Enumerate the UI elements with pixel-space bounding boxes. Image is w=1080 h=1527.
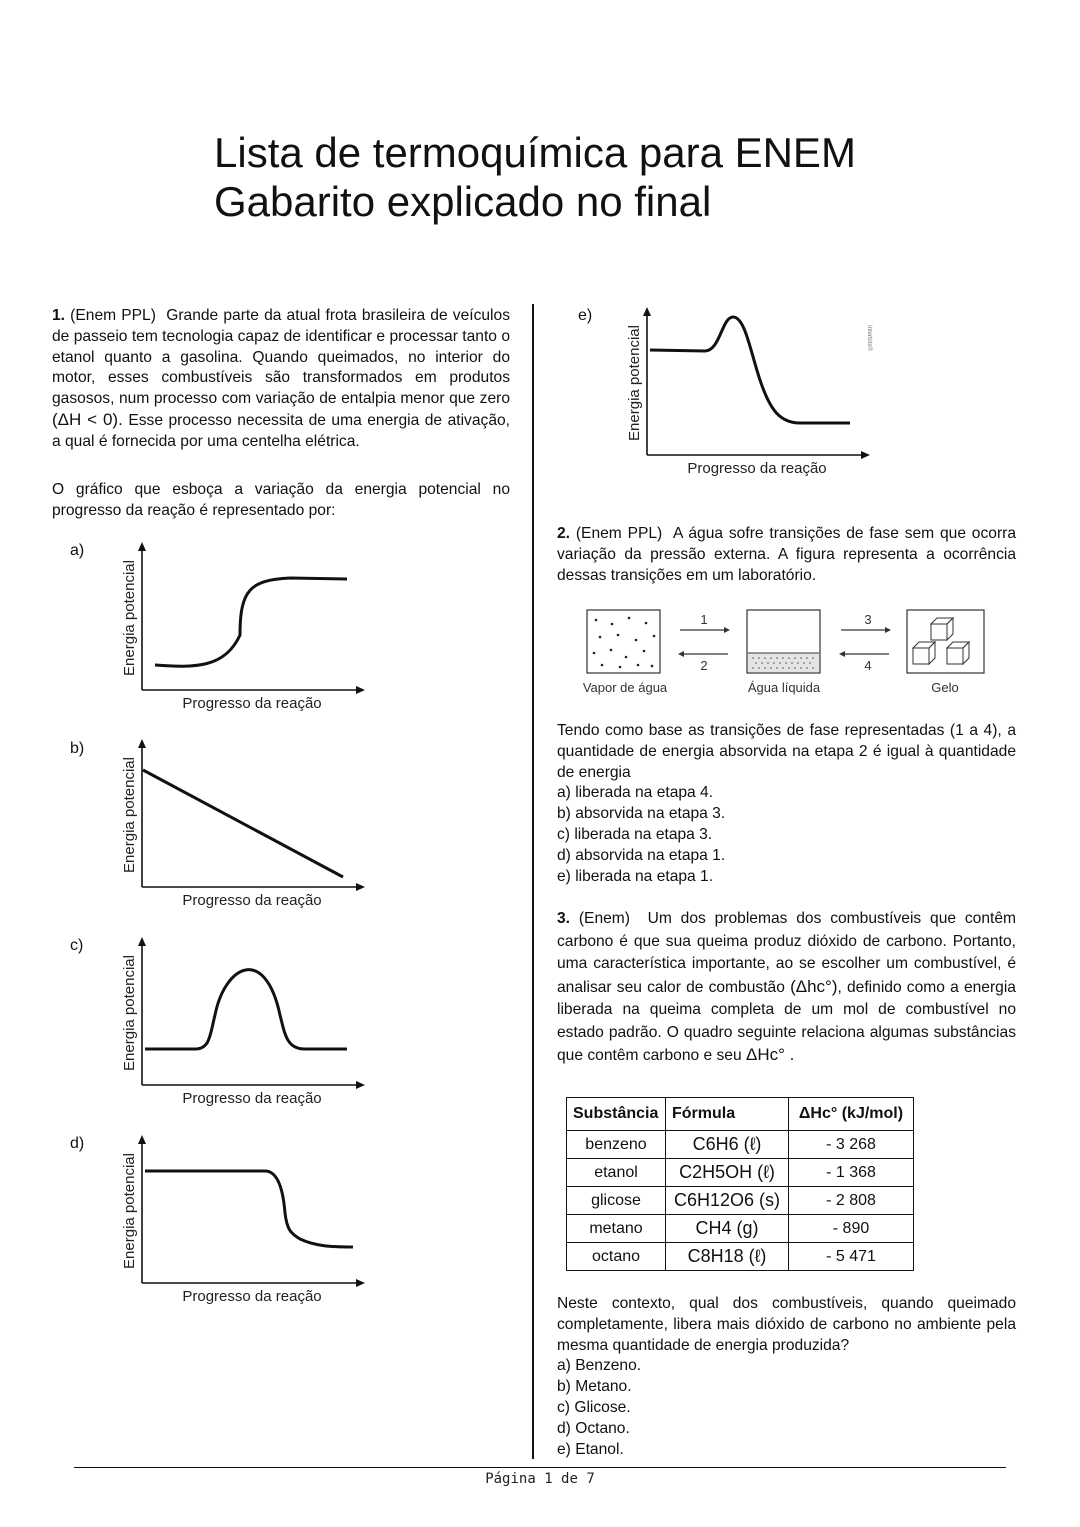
table-row	[567, 1159, 914, 1187]
graph-e-y-label: Energia potencial	[626, 325, 643, 441]
q1-number: 1.	[52, 307, 66, 324]
q1-option-e-label: e)	[578, 307, 593, 324]
q1-source: (Enem PPL)	[70, 307, 156, 324]
graph-option-c	[115, 935, 375, 1115]
watermark-text: Interbits®	[866, 325, 872, 351]
q1-body-end: Esse processo necessita de uma energia de ativação, a qual é fornecida por uma centelha elétrica.	[52, 411, 511, 450]
table-cell-substance: glicose	[567, 1187, 666, 1215]
table-row	[567, 1243, 914, 1271]
table-cell-substance: benzeno	[567, 1131, 666, 1159]
state-liquid-label: Água líquida	[747, 680, 821, 695]
table-header-row	[567, 1098, 914, 1131]
table-cell-substance: metano	[567, 1215, 666, 1243]
q2-option-d[interactable]: d) absorvida na etapa 1.	[557, 846, 726, 864]
table-header-formula: Fórmula	[666, 1098, 789, 1131]
table-cell-formula: CH4 (g)	[666, 1215, 789, 1243]
q3-option-d[interactable]: d) Octano.	[557, 1419, 630, 1437]
arrow-3-label: 3	[864, 612, 872, 627]
title-line-1: Lista de termoquímica para ENEM	[214, 129, 856, 176]
q3-symbol-Hc: ΔHc° .	[746, 1045, 795, 1064]
q2-question-block	[557, 721, 1016, 887]
q3-option-c[interactable]: c) Glicose.	[557, 1398, 631, 1416]
state-vapor-label: Vapor de água	[582, 680, 668, 695]
table-cell-value: - 5 471	[789, 1243, 914, 1271]
q2-body: A água sofre transições de fase sem que ocorra variação da pressão externa. A figura representa a ocorrência dessas transições em um laboratório.	[557, 525, 1016, 584]
table-cell-formula: C8H18 (ℓ)	[666, 1243, 789, 1271]
q1-option-d-label: d)	[70, 1135, 85, 1152]
q3-symbol-hc: (Δhc°)	[790, 976, 838, 996]
q3-question-block	[557, 1294, 1016, 1460]
graph-d-y-label: Energia potencial	[121, 1153, 138, 1269]
q3-body: Um dos problemas dos combustíveis que contêm carbono é que sua queima produz dióxido de carbono. Portanto, uma característica importante, ao se escolher um combustível, é analisar seu calor de combustão	[557, 910, 1016, 996]
table-cell-value: - 2 808	[789, 1187, 914, 1215]
state-ice-label: Gelo	[931, 680, 959, 695]
q2-option-c[interactable]: c) liberada na etapa 3.	[557, 825, 713, 843]
table-cell-formula: C6H6 (ℓ)	[666, 1131, 789, 1159]
q3-option-b[interactable]: b) Metano.	[557, 1378, 632, 1396]
title-line-2: Gabarito explicado no final	[214, 178, 712, 225]
table-cell-substance: octano	[567, 1243, 666, 1271]
q2-number: 2.	[557, 525, 571, 542]
q3-number: 3.	[557, 910, 571, 927]
table-cell-value: - 890	[789, 1215, 914, 1243]
q3-option-e[interactable]: e) Etanol.	[557, 1440, 624, 1458]
q1-option-a-label: a)	[70, 542, 85, 559]
graph-b-y-label: Energia potencial	[121, 757, 138, 873]
q1-statement	[52, 306, 510, 453]
q1-delta-h: (ΔH < 0).	[52, 409, 123, 429]
table-cell-value: - 1 368	[789, 1159, 914, 1187]
footer-rule	[74, 1467, 1006, 1468]
page-title	[214, 128, 856, 226]
graph-option-b	[115, 737, 375, 917]
table-row	[567, 1215, 914, 1243]
page-number: Página 1 de 7	[485, 1471, 595, 1487]
q3-option-a[interactable]: a) Benzeno.	[557, 1357, 642, 1375]
table-cell-formula: C6H12O6 (s)	[666, 1187, 789, 1215]
arrow-1-label: 1	[700, 612, 708, 627]
graph-a-x-label: Progresso da reação	[182, 695, 322, 712]
table-cell-value: - 3 268	[789, 1131, 914, 1159]
graph-option-a	[115, 540, 375, 720]
combustion-table	[566, 1097, 914, 1271]
q2-option-e[interactable]: e) liberada na etapa 1.	[557, 867, 714, 885]
phase-transition-diagram	[578, 603, 998, 699]
q1-option-c-label: c)	[70, 937, 84, 954]
q2-option-a[interactable]: a) liberada na etapa 4.	[557, 784, 714, 802]
graph-d-x-label: Progresso da reação	[182, 1288, 322, 1305]
table-row	[567, 1131, 914, 1159]
q3-question: Neste contexto, qual dos combustíveis, quando queimado completamente, libera mais dióxido de carbono no ambiente pela mesma quantidade de energia produzida?	[557, 1295, 1016, 1354]
q2-option-b[interactable]: b) absorvida na etapa 3.	[557, 805, 726, 823]
q3-source: (Enem)	[578, 910, 630, 927]
table-row	[567, 1187, 914, 1215]
q1-body: Grande parte da atual frota brasileira de veículos de passeio tem tecnologia capaz de identificar e processar tanto o etanol quanto a gasolina. Quando queimados, no interior do motor, esses combustíveis são transformados em produtos gasosos, num processo com variação de entalpia menor que zero	[52, 307, 510, 408]
q2-question: Tendo como base as transições de fase representadas (1 a 4), a quantidade de energia absorvida na etapa 2 é igual à quantidade de energia	[557, 722, 1016, 781]
graph-option-d	[115, 1133, 375, 1313]
q3-body-mid: , definido como a energia liberada na queima completa de um mol de combustível no estado padrão. O quadro seguinte relaciona algumas substâncias que contêm carbono e seu	[557, 978, 1016, 1064]
graph-option-e	[620, 305, 880, 485]
arrow-4-label: 4	[864, 658, 872, 673]
arrow-2-label: 2	[700, 658, 708, 673]
graph-b-x-label: Progresso da reação	[182, 892, 322, 909]
table-cell-formula: C2H5OH (ℓ)	[666, 1159, 789, 1187]
q2-statement	[557, 524, 1016, 586]
table-cell-substance: etanol	[567, 1159, 666, 1187]
graph-c-x-label: Progresso da reação	[182, 1090, 322, 1107]
q3-statement	[557, 908, 1016, 1068]
column-divider	[532, 304, 534, 1459]
table-header-substance: Substância	[567, 1098, 666, 1131]
graph-e-x-label: Progresso da reação	[687, 460, 827, 477]
graph-c-y-label: Energia potencial	[121, 955, 138, 1071]
q2-source: (Enem PPL)	[575, 525, 663, 542]
q1-question: O gráfico que esboça a variação da energia potencial no progresso da reação é representado por:	[52, 481, 510, 519]
q1-option-b-label: b)	[70, 740, 85, 757]
graph-a-y-label: Energia potencial	[121, 560, 138, 676]
table-header-enthalpy: ΔHc° (kJ/mol)	[789, 1098, 914, 1131]
